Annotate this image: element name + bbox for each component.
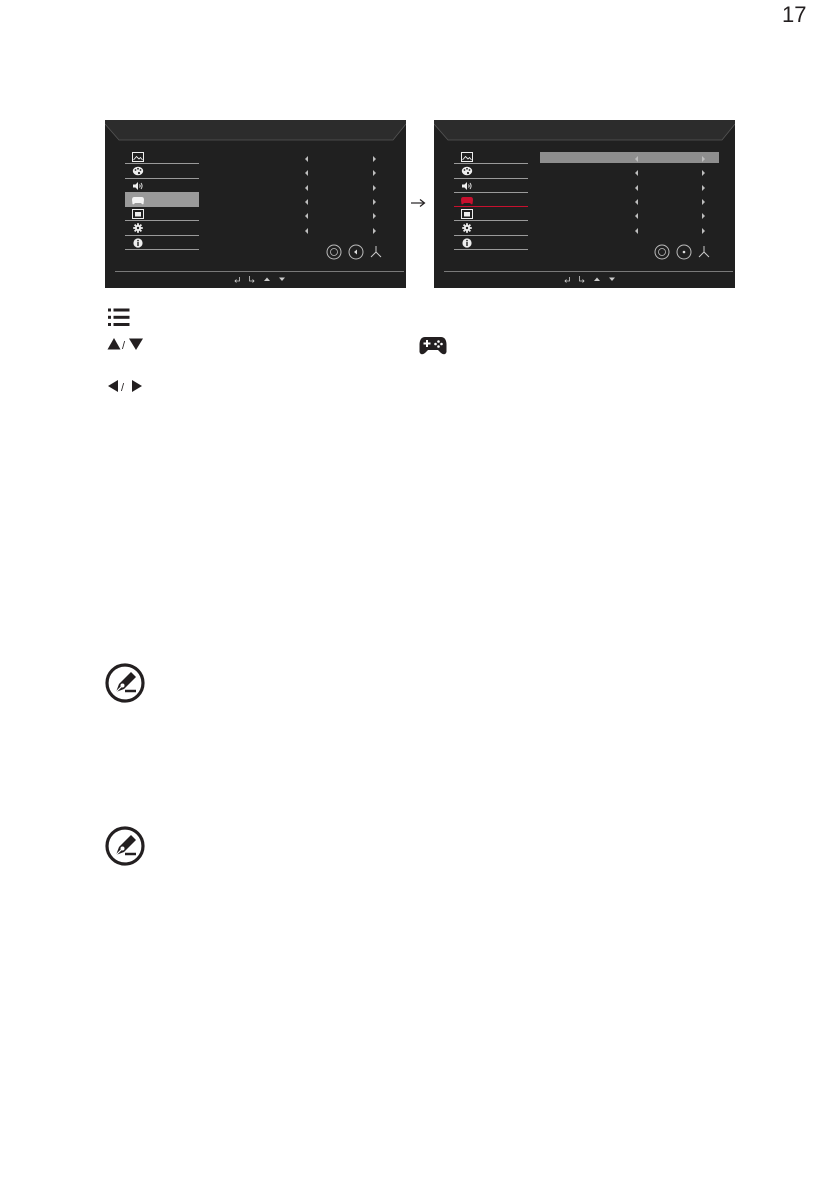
osd-screen-right — [434, 120, 735, 288]
left-arrow-icon[interactable] — [635, 170, 638, 176]
up-triangle-icon — [108, 338, 121, 350]
svg-text:/: / — [121, 382, 125, 393]
left-arrow-icon[interactable] — [635, 156, 638, 162]
right-arrow-icon[interactable] — [373, 228, 376, 234]
down-icon — [278, 275, 286, 283]
down-icon — [608, 275, 616, 283]
back-icon — [233, 275, 241, 283]
menu-item-gaming[interactable] — [454, 193, 528, 207]
osd-divider — [115, 271, 404, 272]
right-arrow-icon[interactable] — [373, 185, 376, 191]
menu-item-audio[interactable] — [125, 179, 199, 193]
right-arrow-icon[interactable] — [702, 213, 705, 219]
osd-dial-icons — [326, 244, 382, 260]
down-triangle-icon — [129, 339, 143, 351]
transition-arrow-icon — [411, 198, 427, 208]
left-arrow-icon[interactable] — [305, 170, 308, 176]
osd-window-icon — [132, 209, 144, 219]
menu-item-color[interactable] — [125, 164, 199, 178]
speaker-icon — [132, 181, 144, 191]
left-arrow-icon[interactable] — [305, 199, 308, 205]
menu-item-osd[interactable] — [454, 207, 528, 221]
enter-icon — [248, 275, 256, 283]
left-arrow-icon[interactable] — [635, 199, 638, 205]
osd-menu-list — [125, 150, 199, 250]
dial-dot-icon — [676, 244, 692, 260]
dial-settings-icon — [654, 244, 670, 260]
osd-top-bar — [105, 120, 406, 142]
left-arrow-icon[interactable] — [635, 228, 638, 234]
osd-screen-left — [105, 120, 406, 288]
info-icon — [132, 238, 144, 248]
osd-nav-hints — [563, 274, 616, 284]
menu-item-gaming[interactable] — [125, 193, 199, 207]
left-arrow-icon[interactable] — [305, 213, 308, 219]
joystick-icon — [370, 245, 382, 259]
picture-icon — [132, 152, 144, 162]
menu-item-system[interactable] — [454, 221, 528, 235]
picture-icon — [461, 152, 473, 162]
dial-arrow-icon — [348, 244, 364, 260]
up-down-triangles — [107, 337, 147, 351]
menu-item-picture[interactable] — [454, 150, 528, 164]
right-triangle-icon — [132, 380, 142, 392]
left-arrow-icon[interactable] — [635, 185, 638, 191]
right-arrow-icon[interactable] — [702, 199, 705, 205]
left-arrow-icon[interactable] — [305, 185, 308, 191]
right-arrow-icon[interactable] — [373, 156, 376, 162]
right-arrow-icon[interactable] — [702, 156, 705, 162]
list-menu-icon — [108, 308, 130, 327]
gamepad-icon — [461, 195, 473, 205]
color-palette-icon — [461, 166, 473, 176]
right-arrow-icon[interactable] — [702, 228, 705, 234]
osd-dial-icons — [654, 244, 710, 260]
up-icon — [593, 275, 601, 283]
note-pen-icon — [105, 663, 145, 703]
right-arrow-icon[interactable] — [373, 170, 376, 176]
menu-item-picture[interactable] — [125, 150, 199, 164]
joystick-icon — [698, 245, 710, 259]
back-icon — [563, 275, 571, 283]
enter-icon — [578, 275, 586, 283]
menu-item-audio[interactable] — [454, 179, 528, 193]
menu-item-osd[interactable] — [125, 207, 199, 221]
gamepad-icon — [419, 336, 447, 356]
menu-item-system[interactable] — [125, 221, 199, 235]
left-right-triangles — [107, 379, 147, 393]
osd-menu-list — [454, 150, 528, 250]
dial-settings-icon — [326, 244, 342, 260]
right-arrow-icon[interactable] — [373, 213, 376, 219]
osd-top-bar — [434, 120, 735, 142]
color-palette-icon — [132, 166, 144, 176]
svg-text:/: / — [122, 340, 126, 351]
osd-nav-hints — [233, 274, 286, 284]
gamepad-icon — [132, 195, 144, 205]
gear-icon — [461, 223, 473, 233]
menu-item-information[interactable] — [125, 236, 199, 250]
left-arrow-icon[interactable] — [635, 213, 638, 219]
gear-icon — [132, 223, 144, 233]
left-arrow-icon[interactable] — [305, 228, 308, 234]
right-arrow-icon[interactable] — [373, 199, 376, 205]
note-pen-icon — [105, 826, 145, 866]
info-icon — [461, 238, 473, 248]
osd-window-icon — [461, 209, 473, 219]
speaker-icon — [461, 181, 473, 191]
left-arrow-icon[interactable] — [305, 156, 308, 162]
left-triangle-icon — [108, 380, 118, 392]
right-arrow-icon[interactable] — [702, 170, 705, 176]
page-number: 17 — [782, 2, 807, 27]
menu-item-information[interactable] — [454, 236, 528, 250]
highlighted-setting-row[interactable] — [540, 152, 719, 163]
right-arrow-icon[interactable] — [702, 185, 705, 191]
osd-divider — [444, 271, 733, 272]
menu-item-color[interactable] — [454, 164, 528, 178]
up-icon — [263, 275, 271, 283]
